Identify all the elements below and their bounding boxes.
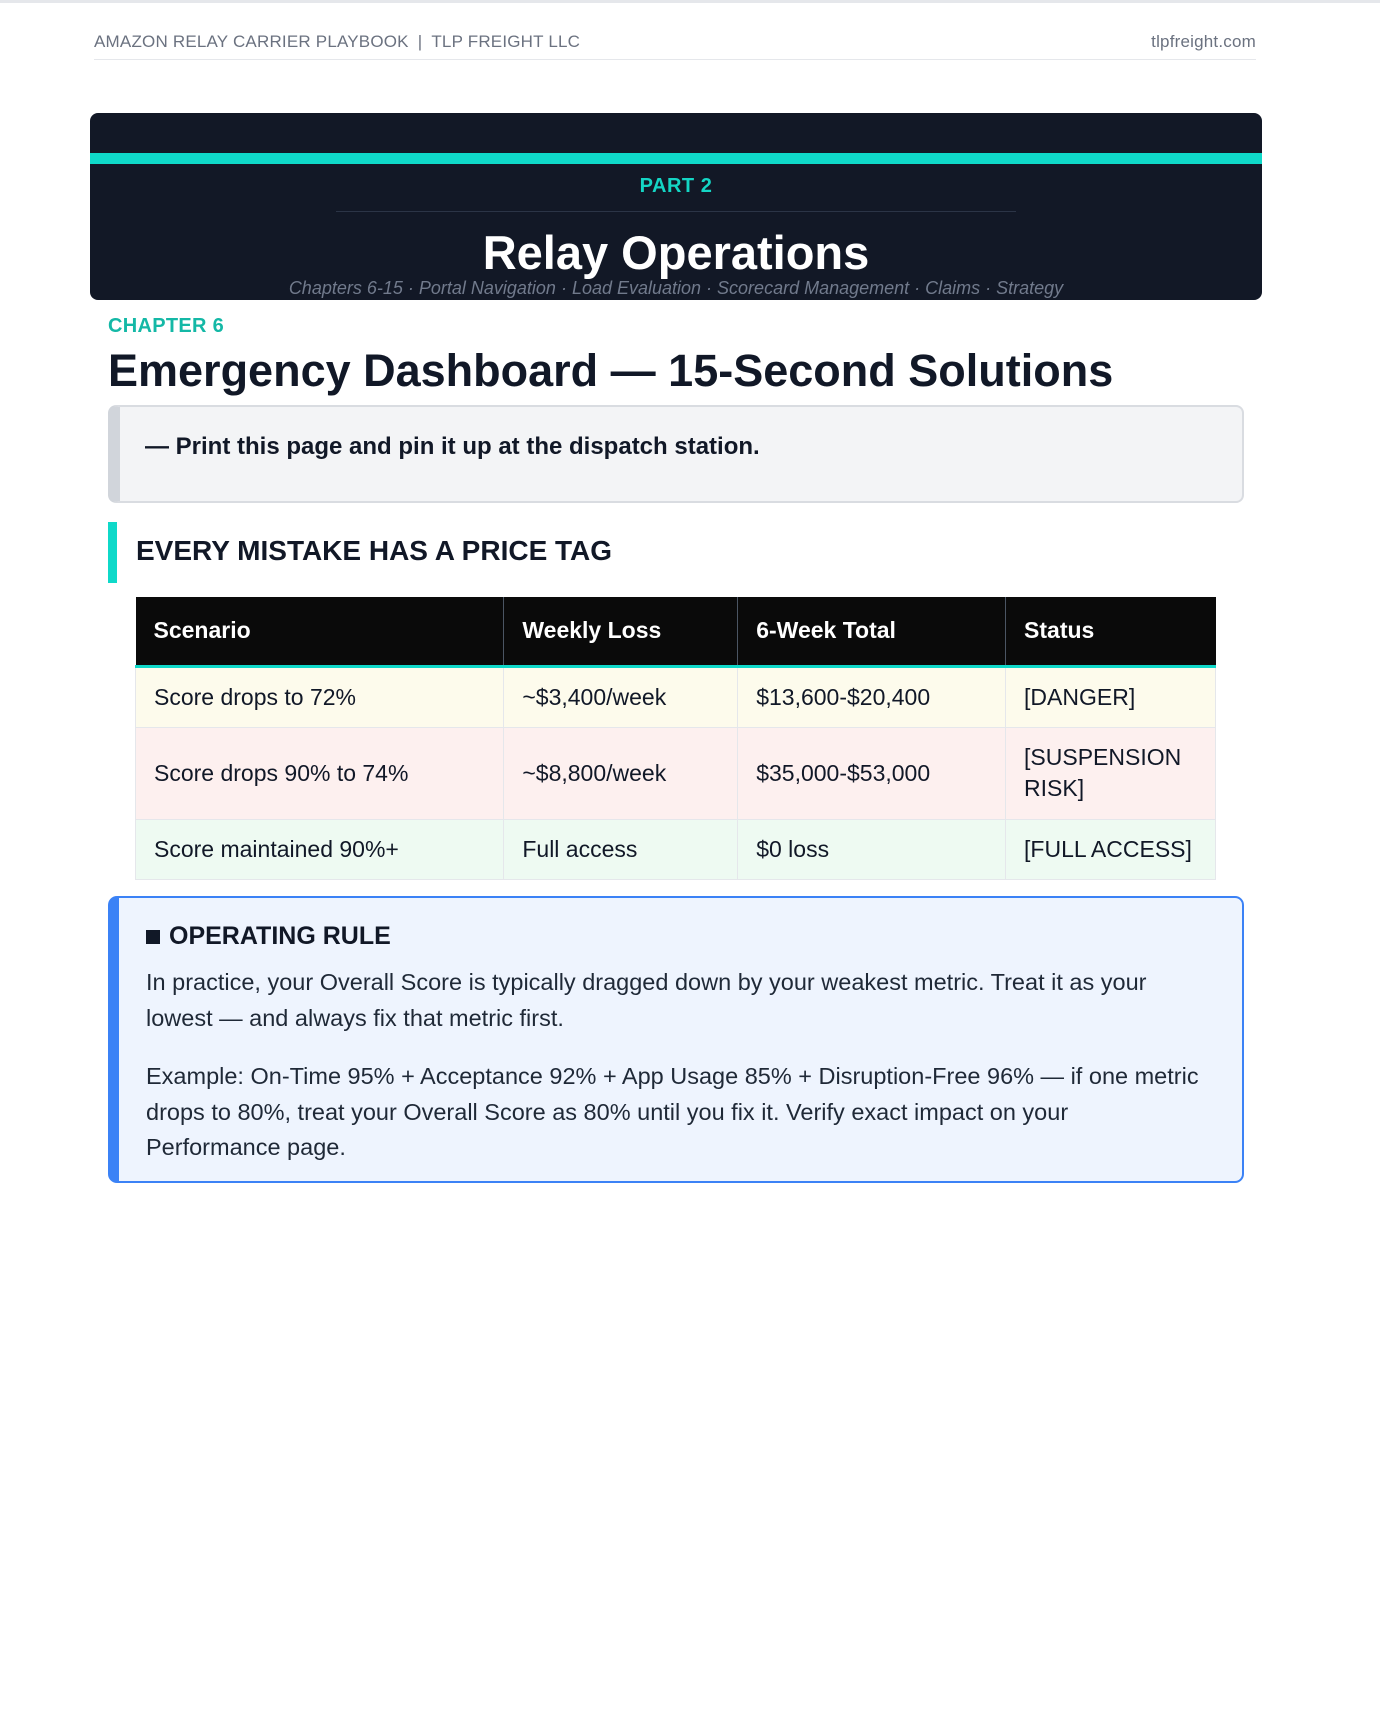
scenario-cell: Score maintained 90%+ [136, 819, 504, 879]
website-link[interactable]: tlpfreight.com [1151, 32, 1256, 51]
column-header-status: Status [1006, 597, 1216, 666]
header-separator: | [417, 32, 423, 51]
column-header-scenario: Scenario [136, 597, 504, 666]
price-table [135, 597, 1216, 880]
top-rule [0, 0, 1380, 3]
scenario-cell: Score drops to 72% [136, 666, 504, 727]
table-row [136, 666, 1216, 727]
print-callout: — Print this page and pin it up at the dispatch station. [108, 405, 1244, 503]
scenario-cell: Score drops 90% to 74% [136, 727, 504, 819]
six-week-total-cell: $0 loss [738, 819, 1006, 879]
operating-rule-box [108, 896, 1244, 1183]
operating-rule-example: Example: On-Time 95% + Acceptance 92% + App Usage 85% + Disruption-Free 96% — if one metric drops to 80%, treat your Overall Score as 80% until you fix it. Verify exact impact on your Performance page. [146, 1063, 1199, 1160]
weekly-loss-cell: Full access [504, 819, 738, 879]
company-name: TLP FREIGHT LLC [431, 32, 581, 51]
status-cell: [FULL ACCESS] [1006, 819, 1216, 879]
chapter-label: CHAPTER 6 [108, 315, 225, 337]
running-header [94, 32, 1256, 60]
status-cell: [DANGER] [1006, 666, 1216, 727]
part-subtitle: Chapters 6-15 · Portal Navigation · Load Evaluation · Scorecard Management · Claims · Strategy [288, 278, 1064, 298]
weekly-loss-cell: ~$8,800/week [504, 727, 738, 819]
table-header-row [136, 597, 1216, 666]
operating-rule-paragraph: In practice, your Overall Score is typically dragged down by your weakest metric. Treat it as your lowest — and always fix that metric first. [146, 969, 1147, 1031]
column-header-weekly-loss: Weekly Loss [504, 597, 738, 666]
banner-divider [336, 211, 1016, 212]
section-heading: EVERY MISTAKE HAS A PRICE TAG [108, 522, 612, 583]
running-header-left [94, 32, 580, 52]
weekly-loss-cell: ~$3,400/week [504, 666, 738, 727]
operating-rule-title: OPERATING RULE [169, 922, 391, 950]
six-week-total-cell: $13,600-$20,400 [738, 666, 1006, 727]
six-week-total-cell: $35,000-$53,000 [738, 727, 1006, 819]
square-bullet-icon [146, 930, 160, 944]
banner-accent-bar [90, 153, 1262, 164]
part-banner [90, 113, 1262, 300]
chapter-title: Emergency Dashboard — 15-Second Solutions [108, 345, 1114, 396]
part-title: Relay Operations [482, 226, 870, 279]
table-row [136, 819, 1216, 879]
column-header-six-week-total: 6-Week Total [738, 597, 1006, 666]
publication-name: AMAZON RELAY CARRIER PLAYBOOK [94, 32, 409, 51]
operating-rule-heading [146, 922, 1208, 951]
status-cell: [SUSPENSION RISK] [1006, 727, 1216, 819]
table-row [136, 727, 1216, 819]
part-label: PART 2 [639, 175, 713, 197]
